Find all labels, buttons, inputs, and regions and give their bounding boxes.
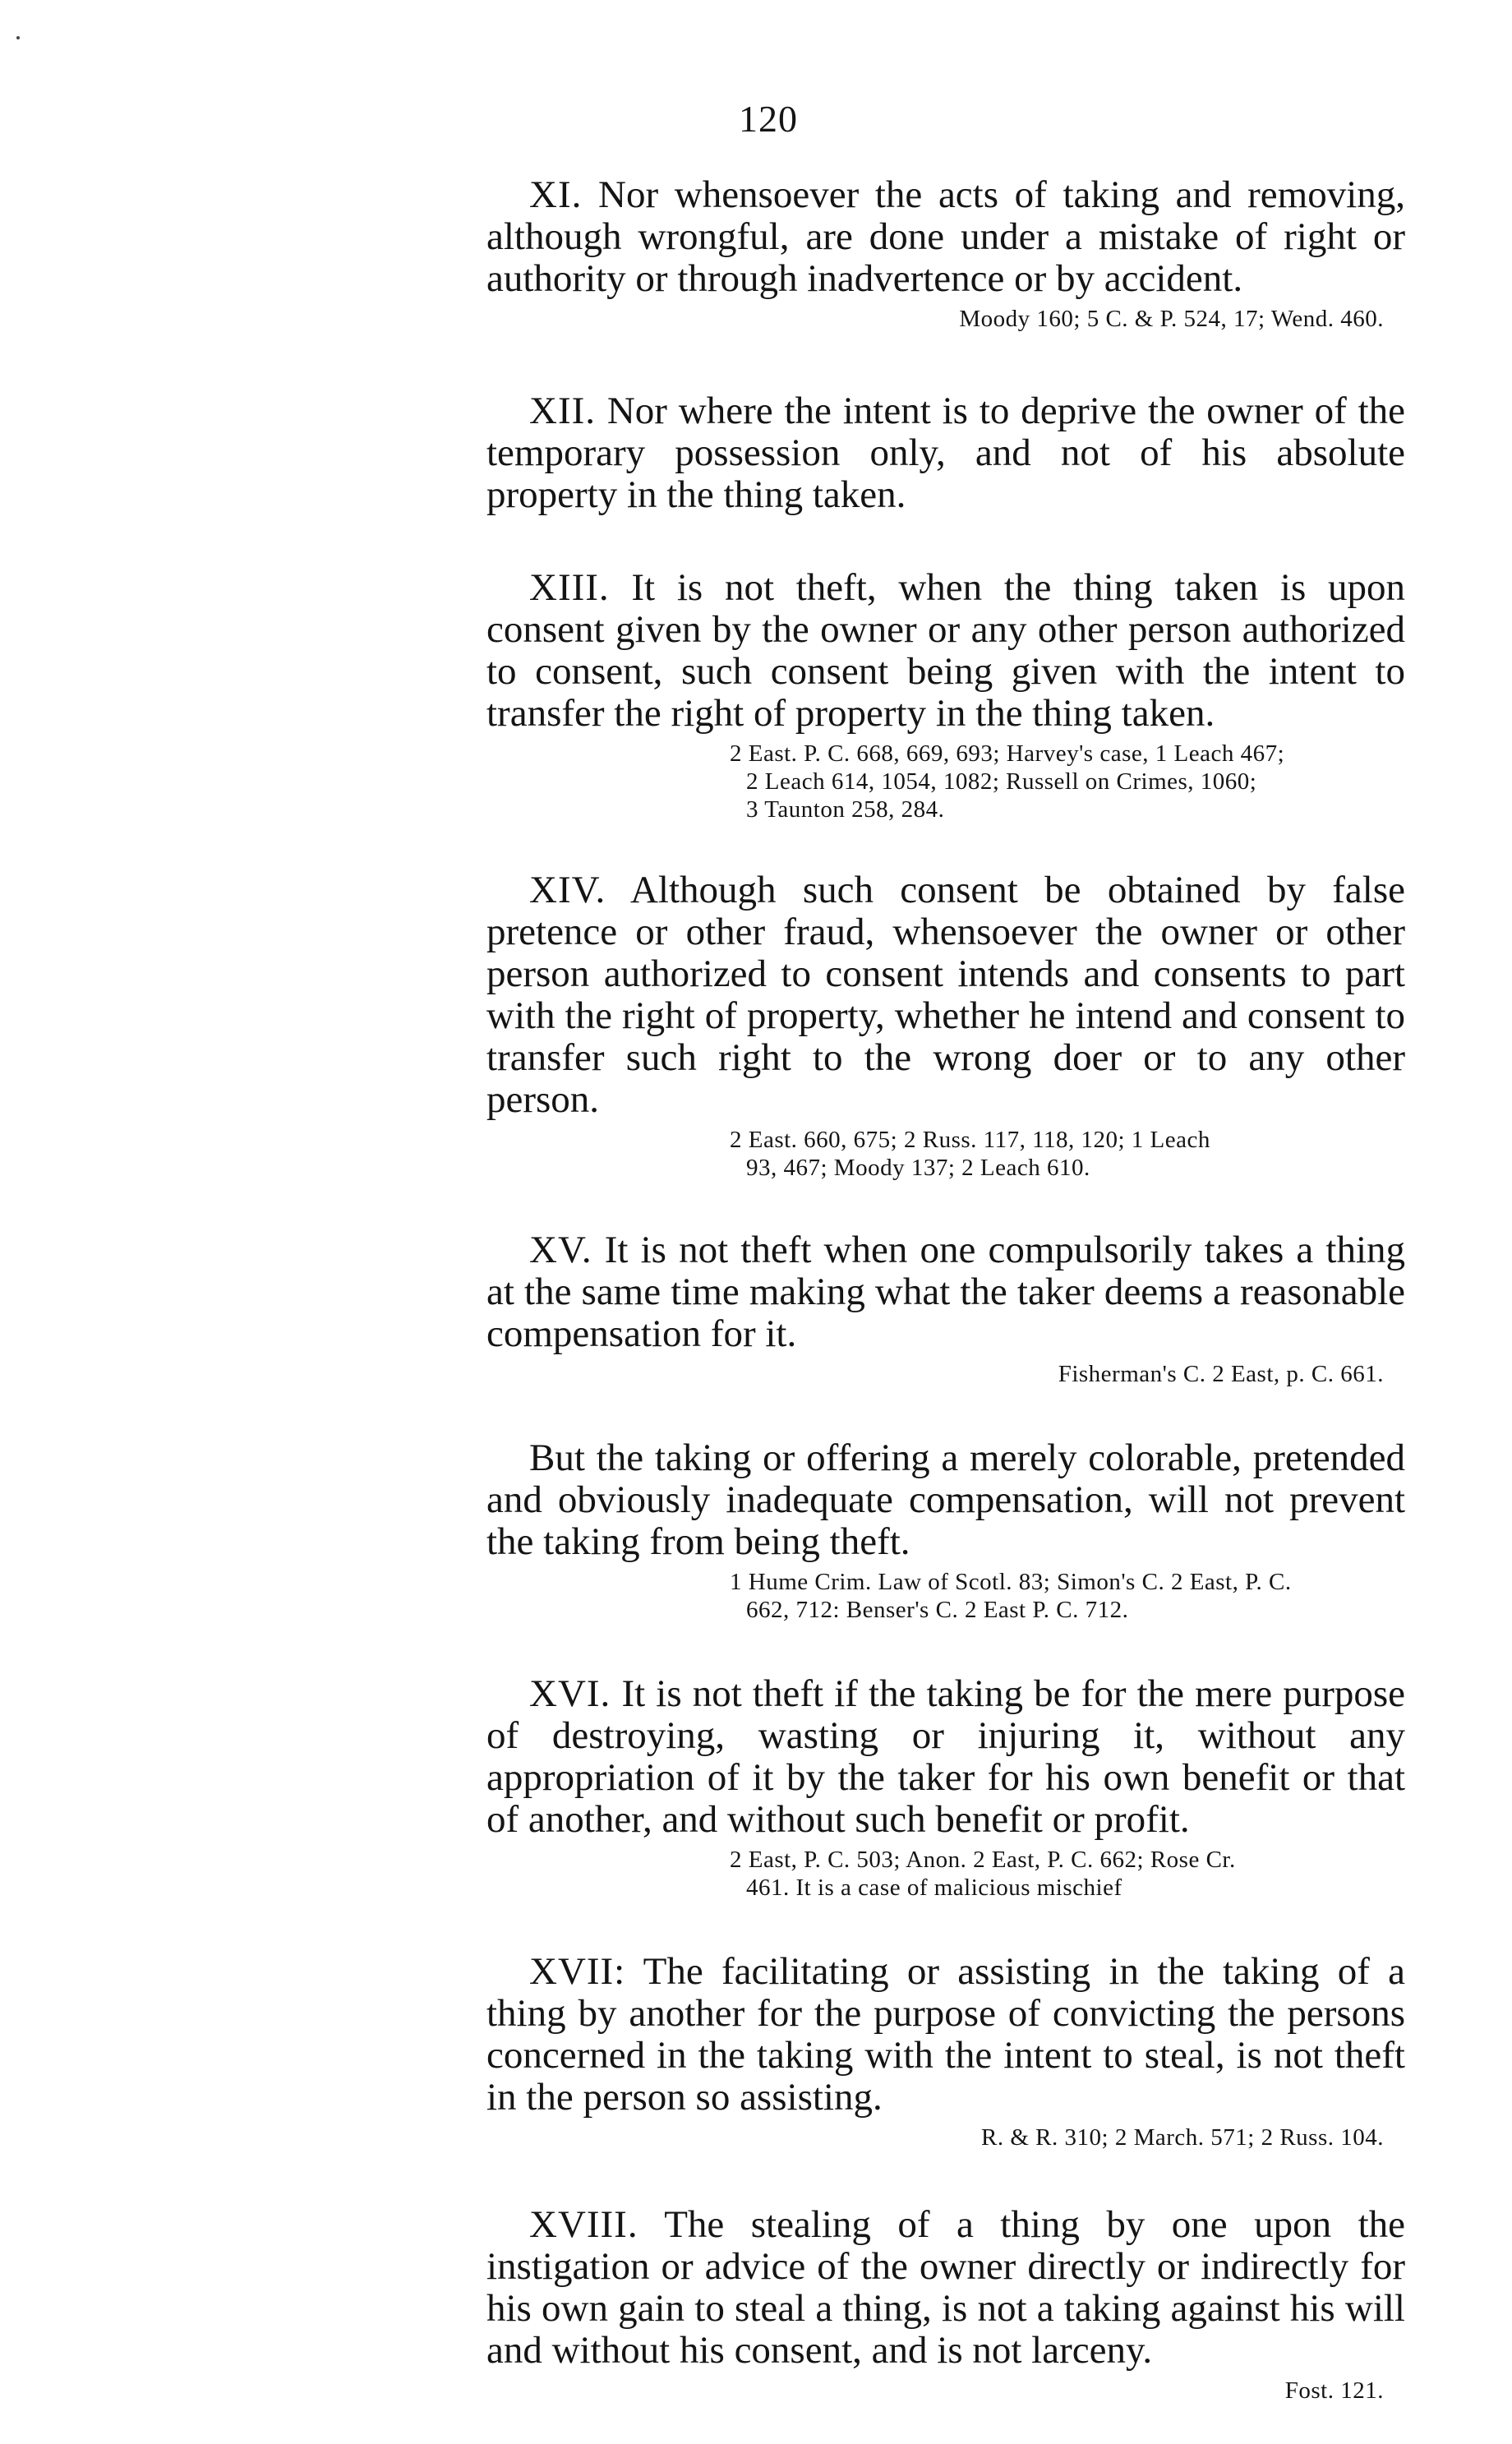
scan-speck	[16, 36, 20, 39]
section-number: XVI.	[529, 1672, 611, 1715]
paragraph-text: Nor where the intent is to deprive the owner of the temporary possession only, and not of his absolute property in the thing taken.	[486, 390, 1405, 516]
paragraph-text: But the taking or offering a merely colorable, pretended and obviously inadequate compensation, will not prevent the taking from being theft.	[486, 1436, 1405, 1563]
section-number: XI.	[529, 173, 583, 216]
citation-line: 2 Leach 614, 1054, 1082; Russell on Crimes, 1060;	[746, 768, 1257, 795]
section-number: XVIII.	[529, 2203, 638, 2246]
section-xi	[486, 174, 1405, 333]
section-xv-continuation	[486, 1437, 1405, 1624]
section-xv	[486, 1229, 1405, 1388]
citation-line: 93, 467; Moody 137; 2 Leach 610.	[746, 1155, 1090, 1181]
paragraph	[486, 869, 1405, 1121]
citation-line: 2 East. P. C. 668, 669, 693; Harvey's case, 1 Leach 467;	[730, 740, 1285, 767]
section-xii	[486, 390, 1405, 516]
citation: R. & R. 310; 2 March. 571; 2 Russ. 104.	[981, 2124, 1384, 2151]
paragraph	[486, 174, 1405, 300]
section-number: XVII:	[529, 1950, 626, 1993]
citation	[486, 1846, 1405, 1902]
paragraph-text: It is not theft when one compulsorily takes a thing at the same time making what the taker deems a reasonable compensation for it.	[486, 1229, 1406, 1355]
section-number: XV.	[529, 1229, 592, 1271]
section-number: XIII.	[529, 566, 610, 609]
page-body	[486, 174, 1405, 2405]
citation-line: 662, 712: Benser's C. 2 East P. C. 712.	[746, 1597, 1129, 1623]
paragraph	[486, 2204, 1405, 2372]
paragraph	[486, 1951, 1405, 2119]
paragraph-text: The stealing of a thing by one upon the instigation or advice of the owner directly or indirectly for his own gain to steal a thing, is not a taking against his will and without his consent, and is not larceny.	[486, 2203, 1405, 2372]
paragraph-text: Although such consent be obtained by false pretence or other fraud, whensoever the owner or other person authorized to consent intends and consents to part with the right of property, whether he intend and consent to transfer such right to the wrong doer or to any other person.	[486, 869, 1405, 1121]
paragraph	[486, 1673, 1405, 1841]
section-xvii	[486, 1951, 1405, 2151]
paragraph-text: It is not theft, when the thing taken is upon consent given by the owner or any other person authorized to consent, such consent being given with the intent to transfer the right of property in the thing taken.	[486, 566, 1406, 735]
section-xiii	[486, 567, 1405, 823]
citation-line: 2 East, P. C. 503; Anon. 2 East, P. C. 662; Rose Cr.	[730, 1847, 1236, 1873]
paragraph-text: The facilitating or assisting in the taking of a thing by another for the purpose of convicting the persons concerned in the taking with the intent to steal, is not theft in the person so assisting.	[486, 1950, 1405, 2119]
citation: Moody 160; 5 C. & P. 524, 17; Wend. 460.	[959, 306, 1384, 332]
citation-line: 2 East. 660, 675; 2 Russ. 117, 118, 120; 1 Leach	[730, 1127, 1210, 1153]
paragraph-text: It is not theft if the taking be for the mere purpose of destroying, wasting or injuring it, without any appropriation of it by the taker for his own benefit or that of another, and without such benefit or profit.	[486, 1672, 1406, 1841]
section-number: XIV.	[529, 869, 606, 911]
citation: Fost. 121.	[1284, 2377, 1384, 2404]
paragraph-text: Nor whensoever the acts of taking and removing, although wrongful, are done under a mistake of right or authority or through inadvertence or by accident.	[486, 173, 1405, 300]
section-xviii	[486, 2204, 1405, 2405]
citation	[486, 1568, 1405, 1624]
paragraph	[486, 1229, 1405, 1355]
page-number: 120	[739, 98, 798, 140]
paragraph	[486, 390, 1405, 516]
citation-line: 461. It is a case of malicious mischief	[746, 1875, 1122, 1901]
paragraph	[486, 1437, 1405, 1563]
citation-line: 3 Taunton 258, 284.	[746, 796, 945, 823]
citation	[486, 740, 1405, 823]
paragraph	[486, 567, 1405, 735]
section-xvi	[486, 1673, 1405, 1902]
citation	[486, 1126, 1405, 1182]
citation-line: 1 Hume Crim. Law of Scotl. 83; Simon's C. 2 East, P. C.	[730, 1569, 1292, 1595]
section-xiv	[486, 869, 1405, 1182]
citation: Fisherman's C. 2 East, p. C. 661.	[1058, 1361, 1384, 1387]
section-number: XII.	[529, 390, 596, 432]
